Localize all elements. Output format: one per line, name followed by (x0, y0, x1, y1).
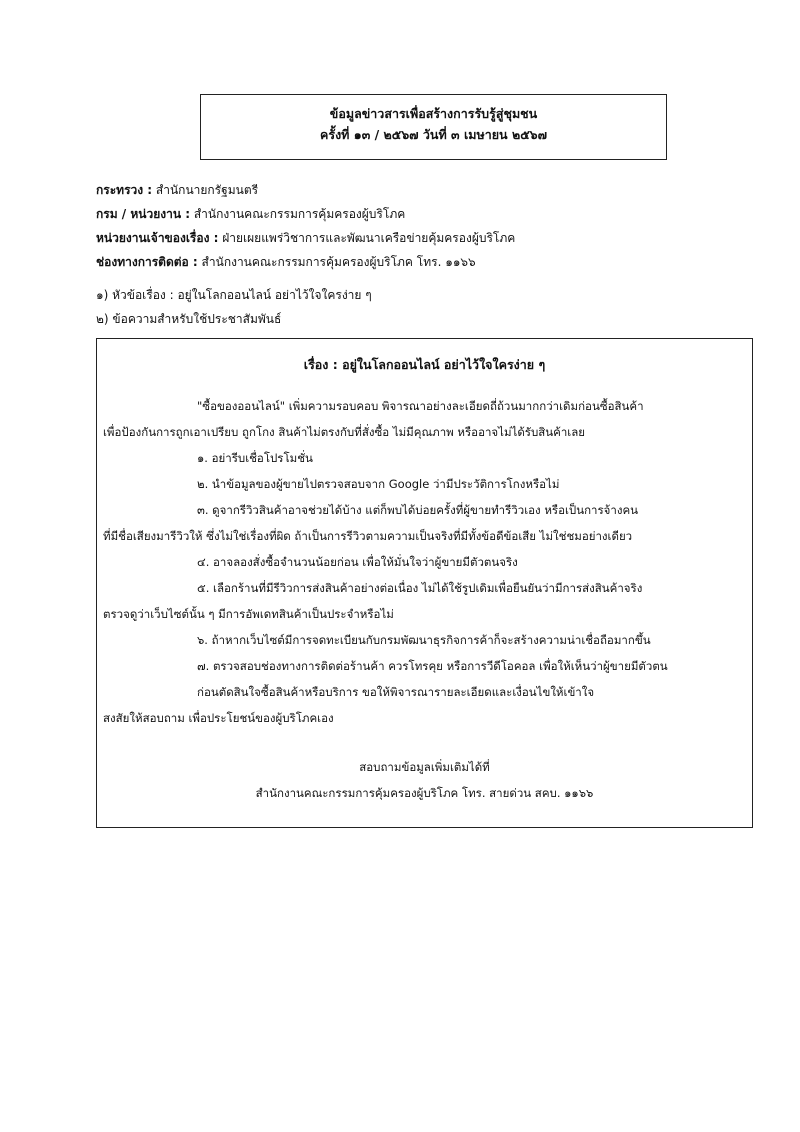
header-subtitle: ครั้งที่ ๑๓ / ๒๕๖๗ วันที่ ๓ เมษายน ๒๕๖๗ (320, 127, 547, 142)
meta-label: หน่วยงานเจ้าของเรื่อง : (96, 231, 219, 245)
meta-label: กระทรวง : (96, 183, 153, 197)
footer-contact-line: สำนักงานคณะกรรมการคุ้มครองผู้บริโภค โทร. สายด่วน สคบ. ๑๑๖๖ (255, 786, 594, 800)
content-line: ๖. ถ้าหากเว็บไซต์มีการจดทะเบียนกับกรมพัฒนาธุรกิจการค้าก็จะสร้างความน่าเชื่อถือมากขึ้น (197, 633, 651, 647)
item-message: ๒) ข้อความสำหรับใช้ประชาสัมพันธ์ (96, 312, 282, 326)
content-line: ๕. เลือกร้านที่มีรีวิวการส่งสินค้าอย่างต่อเนื่อง ไม่ได้ใช้รูปเดิมเพื่อยืนยันว่ามีการส่งสินค้าจริง (197, 581, 643, 595)
footer-contact-heading: สอบถามข้อมูลเพิ่มเติมได้ที่ (359, 760, 490, 774)
meta-ministry (96, 178, 515, 202)
item-topic: ๑) หัวข้อเรื่อง : อยู่ในโลกออนไลน์ อย่าไว้ใจใครง่าย ๆ (96, 288, 372, 302)
content-line: ๔. อาจลองสั่งซื้อจำนวนน้อยก่อน เพื่อให้มั่นใจว่าผู้ขายมีตัวตนจริง (197, 555, 518, 569)
content-line: ๗. ตรวจสอบช่องทางการติดต่อร้านค้า ควรโทรคุย หรือการวีดีโอคอล เพื่อให้เห็นว่าผู้ขายมีตัวตน (197, 659, 668, 673)
content-line: ๒. นำข้อมูลของผู้ขายไปตรวจสอบจาก Google ว่ามีประวัติการโกงหรือไม่ (197, 477, 560, 491)
content-line: ที่มีชื่อเสียงมารีวิวให้ ซึ่งไม่ใช่เรื่องที่ผิด ถ้าเป็นการรีวิวตามความเป็นจริงที่มีทั้งข้อดีข้อเสีย ไม่ใช่ชมอย่างเดียว (103, 529, 633, 543)
meta-owner-unit (96, 226, 515, 250)
content-line: เพื่อป้องกันการถูกเอาเปรียบ ถูกโกง สินค้าไม่ตรงกับที่สั่งซื้อ ไม่มีคุณภาพ หรืออาจไม่ได้รับสินค้าเลย (103, 425, 586, 439)
content-line: ๓. ดูจากรีวิวสินค้าอาจช่วยได้บ้าง แต่ก็พบได้บ่อยครั้งที่ผู้ขายทำรีวิวเอง หรือเป็นการจ้างคน (197, 503, 639, 517)
meta-department (96, 202, 515, 226)
meta-section (96, 178, 515, 274)
content-line: "ซื้อของออนไลน์" เพิ่มความรอบคอบ พิจารณาอย่างละเอียดถี่ถ้วนมากกว่าเดิมก่อนซื้อสินค้า (197, 399, 644, 413)
content-title: เรื่อง : อยู่ในโลกออนไลน์ อย่าไว้ใจใครง่าย ๆ (303, 357, 546, 372)
meta-label: ช่องทางการติดต่อ : (96, 255, 198, 269)
content-box (96, 338, 753, 828)
content-line: ๑. อย่ารีบเชื่อโปรโมชั่น (197, 451, 313, 465)
meta-value: สำนักนายกรัฐมนตรี (152, 183, 259, 197)
header-title: ข้อมูลข่าวสารเพื่อสร้างการรับรู้สู่ชุมชน (329, 106, 538, 121)
content-line: ตรวจดูว่าเว็บไซต์นั้น ๆ มีการอัพเดทสินค้าเป็นประจำหรือไม่ (103, 607, 394, 621)
meta-value: ฝ่ายเผยแพร่วิชาการและพัฒนาเครือข่ายคุ้มครองผู้บริโภค (218, 231, 516, 245)
meta-contact (96, 250, 515, 274)
meta-label: กรม / หน่วยงาน : (96, 207, 191, 221)
header-box (200, 94, 667, 160)
meta-value: สำนักงานคณะกรรมการคุ้มครองผู้บริโภค โทร. ๑๑๖๖ (197, 255, 476, 269)
meta-value: สำนักงานคณะกรรมการคุ้มครองผู้บริโภค (190, 207, 406, 221)
content-line: สงสัยให้สอบถาม เพื่อประโยชน์ของผู้บริโภคเอง (103, 711, 334, 725)
items-section (96, 283, 372, 331)
content-line: ก่อนตัดสินใจซื้อสินค้าหรือบริการ ขอให้พิจารณารายละเอียดและเงื่อนไขให้เข้าใจ (197, 685, 595, 699)
